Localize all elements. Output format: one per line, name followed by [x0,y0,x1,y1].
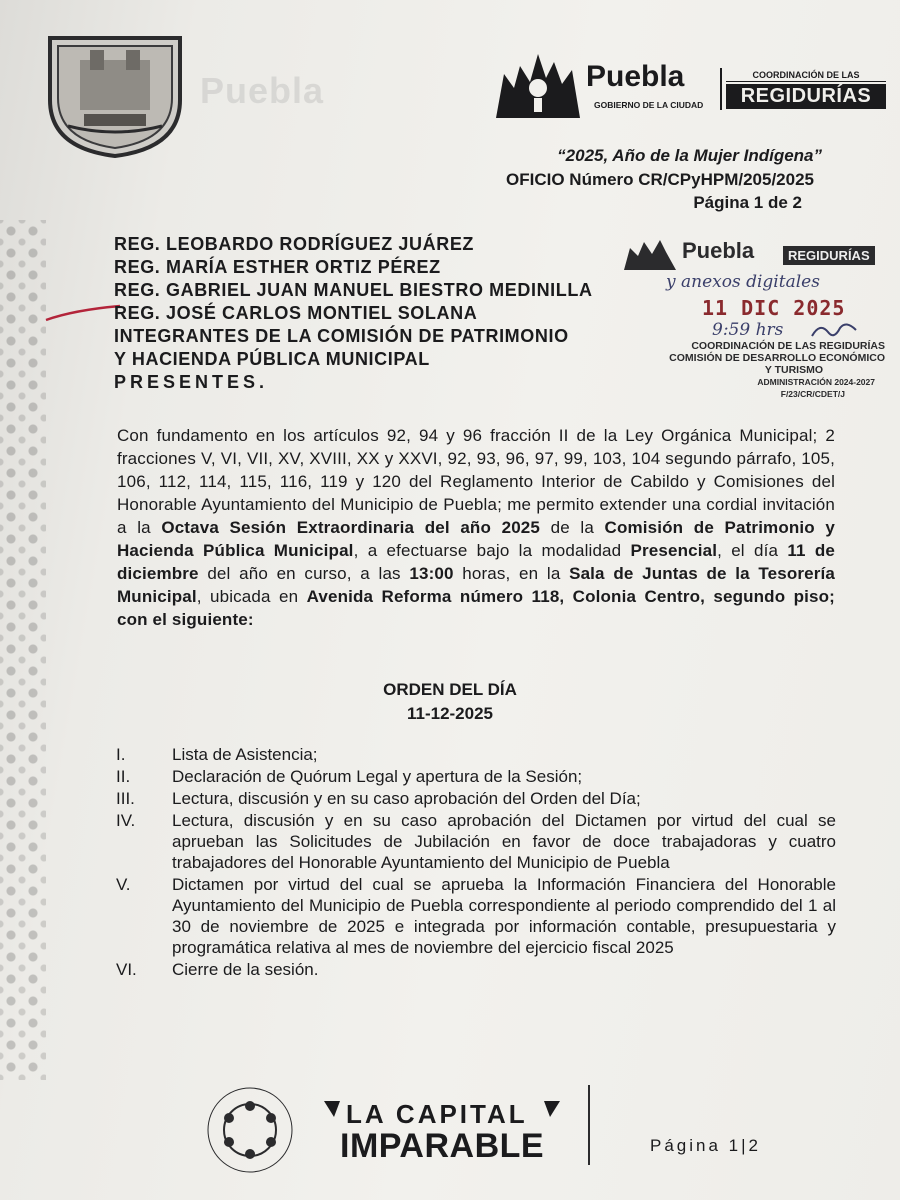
signature-icon [810,320,860,342]
list-item [116,766,836,787]
body-bold: Presencial [630,541,718,560]
item-text: Lectura, discusión y en su caso aprobación del Orden del Día; [172,789,641,808]
list-item [116,788,836,809]
list-item [116,959,836,980]
list-item [116,874,836,958]
item-number: III. [116,789,135,808]
coordinacion-badge [726,70,886,110]
item-text: Cierre de la sesión. [172,960,319,979]
stamp-crest-icon [620,236,680,272]
agenda-date: 11-12-2025 [406,704,494,723]
capital-imparable-logo [322,1093,562,1163]
body-bold: Octava Sesión Extraordinaria del año 2025 [161,518,541,537]
footer-divider [588,1085,590,1165]
item-text: Lista de Asistencia; [172,745,318,764]
security-pattern-strip [0,220,46,1080]
item-number: V. [116,875,131,894]
body-bold: Avenida Reforma número 118, Colonia Centro, segundo piso; con el siguiente: [117,587,835,629]
list-item [116,744,836,765]
body-text: Con fundamento en los artículos 92, 94 y 96 fracción II de la Ley Orgánica Municipal; 2 fracciones V, VI, VII, XV, XVIII, XX y XXVI, 92, 93, 96, 97, 99, 103, 104 segundo párrafo, 105, 106, 112, 114, 115, 116, 119 y 120 del Reglamento Interior de Cabildo y Comisiones del Honorable Ayuntamiento del Municipio de Puebla; me permito extender una cordial invitación a la [117,426,835,537]
stamp-text-block [620,340,885,400]
body-bold: 11 de diciembre [117,541,835,583]
body-bold: 13:00 [409,564,454,583]
red-pen-mark-icon [44,302,124,324]
stamp-line: COORDINACIÓN DE LAS REGIDURÍAS [691,340,885,352]
imparable-text: IMPARABLE [340,1127,545,1165]
body-text: , el día [717,541,788,560]
item-text: Lectura, discusión y en su caso aprobación del Dictamen por virtud del cual se aprueban las Solicitudes de Jubilación en favor de doce trabajadoras y cuatro trabajadores del Honorable Ayuntamiento del Municipio de Puebla [172,811,836,872]
page-indicator-footer: Página 1|2 [650,1136,761,1155]
recipient-line: REG. GABRIEL JUAN MANUEL BIESTRO MEDINILLA [114,280,593,300]
equality-seal-icon [205,1085,295,1175]
stamp-logo-text: Puebla [682,238,755,263]
page-indicator-top: Página 1 de 2 [693,193,802,212]
agenda-list [116,744,836,981]
watermark-text: Puebla [200,70,325,111]
presentes-line: PRESENTES. [114,372,269,392]
stamp-date: 11 DIC 2025 [702,296,846,320]
recipient-line: Y HACIENDA PÚBLICA MUNICIPAL [114,349,430,369]
gobierno-label: GOBIERNO DE LA CIUDAD [594,100,704,110]
item-number: VI. [116,960,137,979]
handwritten-time: 9:59 hrs [712,320,784,340]
body-bold: Comisión de Patrimonio y Hacienda Pública Municipal [117,518,836,560]
stamp-regidurias: REGIDURÍAS [783,246,875,265]
year-motto: “2025, Año de la Mujer Indígena” [557,146,822,165]
body-text: horas, en la [453,564,570,583]
item-text: Declaración de Quórum Legal y apertura de la Sesión; [172,767,583,786]
recipient-line: REG. JOSÉ CARLOS MONTIEL SOLANA [114,303,478,323]
recipient-line: INTEGRANTES DE LA COMISIÓN DE PATRIMONIO [114,326,569,346]
recipient-line: REG. MARÍA ESTHER ORTIZ PÉREZ [114,257,441,277]
coord-big-label: REGIDURÍAS [726,84,886,109]
capital-text: LA CAPITAL [346,1099,528,1129]
puebla-crest-icon [490,48,584,120]
body-bold: Sala de Juntas de la Tesorería Municipal [117,564,835,606]
stamp-line: F/23/CR/CDET/J [780,389,845,399]
item-number: II. [116,767,131,786]
agenda-title: ORDEN DEL DÍA [383,680,517,699]
item-text: Dictamen por virtud del cual se aprueba la Información Financiera del Honorable Ayuntamiento del Municipio de Puebla correspondiente al periodo comprendido del 1 al 30 de noviembre de 2025 e integrada por información contable, presupuestaria y programática relativa al mes de noviembre del ejercicio fiscal 2025 [172,875,836,957]
item-number: I. [116,745,126,764]
stamp-line: COMISIÓN DE DESARROLLO ECONÓMICO [669,352,885,364]
list-item [116,810,836,873]
recipients-block [114,233,593,394]
reception-stamp [620,232,895,407]
body-text: de la [540,518,605,537]
logo-text: Puebla [586,60,685,93]
handwritten-note: y anexos digitales [666,272,820,292]
stamp-line: ADMINISTRACIÓN 2024-2027 [757,377,875,387]
body-text: del año en curso, a las [198,564,410,583]
item-number: IV. [116,811,136,830]
stamp-line: Y TURISMO [764,364,823,376]
body-paragraph [117,424,835,631]
body-text: , a efectuarse bajo la modalidad [353,541,631,560]
header-logo [490,48,890,120]
oficio-number: OFICIO Número CR/CPyHPM/205/2025 [506,170,814,189]
city-crest-icon [40,30,190,160]
body-text: , ubicada en [196,587,307,606]
coord-small-label: COORDINACIÓN DE LAS [726,70,886,82]
recipient-line: REG. LEOBARDO RODRÍGUEZ JUÁREZ [114,234,475,254]
header-divider [720,68,722,110]
